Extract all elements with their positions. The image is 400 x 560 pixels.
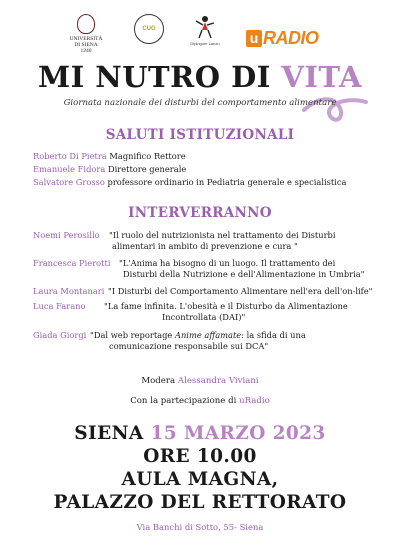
- event-date: 15 MARZO 2023: [150, 423, 326, 444]
- dance-logo: [190, 14, 220, 44]
- event-city: SIENA: [74, 423, 151, 444]
- speaker-role: professore ordinario in Pediatria generale e specialistica: [107, 177, 347, 187]
- saluti-row: [33, 164, 186, 175]
- awareness-ribbon-icon: [300, 88, 370, 128]
- moderator-name: Alessandra Viviani: [177, 376, 259, 386]
- talk-title-line: "La fame infinita. L'obesità e il Disturbo da Alimentazione: [104, 301, 348, 311]
- event-address: Via Banchi di Sotto, 55- Siena: [136, 522, 264, 532]
- talk-title-line: Disturbi della Nutrizione e dell'Alimentazione in Umbria": [123, 269, 365, 279]
- talk-title-line: Incontrollata (DAI)": [162, 312, 246, 322]
- talk-speaker: Luca Farano: [33, 301, 86, 311]
- seal-icon: [77, 14, 95, 34]
- section-heading-saluti: SALUTI ISTITUZIONALI: [105, 127, 295, 143]
- saluti-row: [33, 151, 186, 162]
- dance-text: Dipinguer Lanzu: [190, 41, 220, 46]
- talk-speaker: Giada Giorgi: [33, 330, 87, 340]
- talk-speaker: Laura Montanari: [33, 286, 105, 296]
- talk-title-part: : la sfida di una: [241, 330, 306, 340]
- moderator-line: [0, 376, 400, 386]
- talk-title-line: alimentari in ambito di prevenzione e cura ": [112, 241, 298, 251]
- speaker-role: Direttore generale: [107, 164, 187, 174]
- title-accent: VITA: [281, 60, 362, 94]
- event-hall: AULA MAGNA,: [121, 469, 279, 490]
- university-of-siena-logo: [58, 14, 114, 54]
- event-city-date: [0, 423, 400, 444]
- uradio-box: u: [246, 30, 262, 47]
- uradio-word: RADIO: [263, 28, 319, 48]
- event-building: PALAZZO DEL RETTORATO: [53, 492, 347, 513]
- subtitle: Giornata nazionale dei disturbi del comportamento alimentare: [63, 98, 337, 108]
- speaker-name: Roberto Di Pietra: [33, 151, 107, 161]
- speaker-role: Magnifico Rettore: [109, 151, 186, 161]
- moderator-prefix: Modera: [141, 376, 178, 386]
- dancer-icon: [190, 14, 220, 40]
- title-main: MI NUTRO DI: [38, 60, 282, 94]
- speaker-name: Salvatore Grosso: [33, 177, 105, 187]
- talk-title-line: "Il ruolo del nutrizionista nel trattamento dei Disturbi: [109, 230, 336, 240]
- talk-title-line: "I Disturbi del Comportamento Alimentare nell'era dell'on-life": [108, 286, 373, 296]
- talk-title-line: comunicazione responsabile sui DCA": [109, 341, 269, 351]
- participation-line: [0, 396, 400, 406]
- participation-prefix: Con la partecipazione di: [130, 396, 240, 406]
- speaker-name: Emanuele Fidora: [33, 164, 106, 174]
- talk-speaker: Noemi Perosillo: [33, 230, 100, 240]
- participation-name: uRadio: [239, 396, 270, 406]
- talk-speaker: Francesca Pierotti: [33, 258, 111, 268]
- cug-logo: [134, 14, 164, 44]
- uradio-logo: [246, 28, 332, 50]
- event-time: ORE 10.00: [143, 446, 257, 467]
- talk-title-italic: Anime affamate: [174, 330, 242, 340]
- cug-text: CUG: [142, 26, 156, 32]
- talk-title-line: [90, 330, 306, 341]
- unisi-line3: 1240: [80, 48, 92, 54]
- talk-title-line: "L'Anima ha bisogno di un luogo. Il trattamento dei: [119, 258, 336, 268]
- saluti-row: [33, 177, 346, 188]
- unisi-line2: DI SIENA: [74, 42, 98, 48]
- section-heading-interverranno: INTERVERRANNO: [128, 205, 272, 221]
- unisi-line1: UNIVERSITÀ: [69, 36, 103, 42]
- talk-title-part: "Dal web reportage: [90, 330, 175, 340]
